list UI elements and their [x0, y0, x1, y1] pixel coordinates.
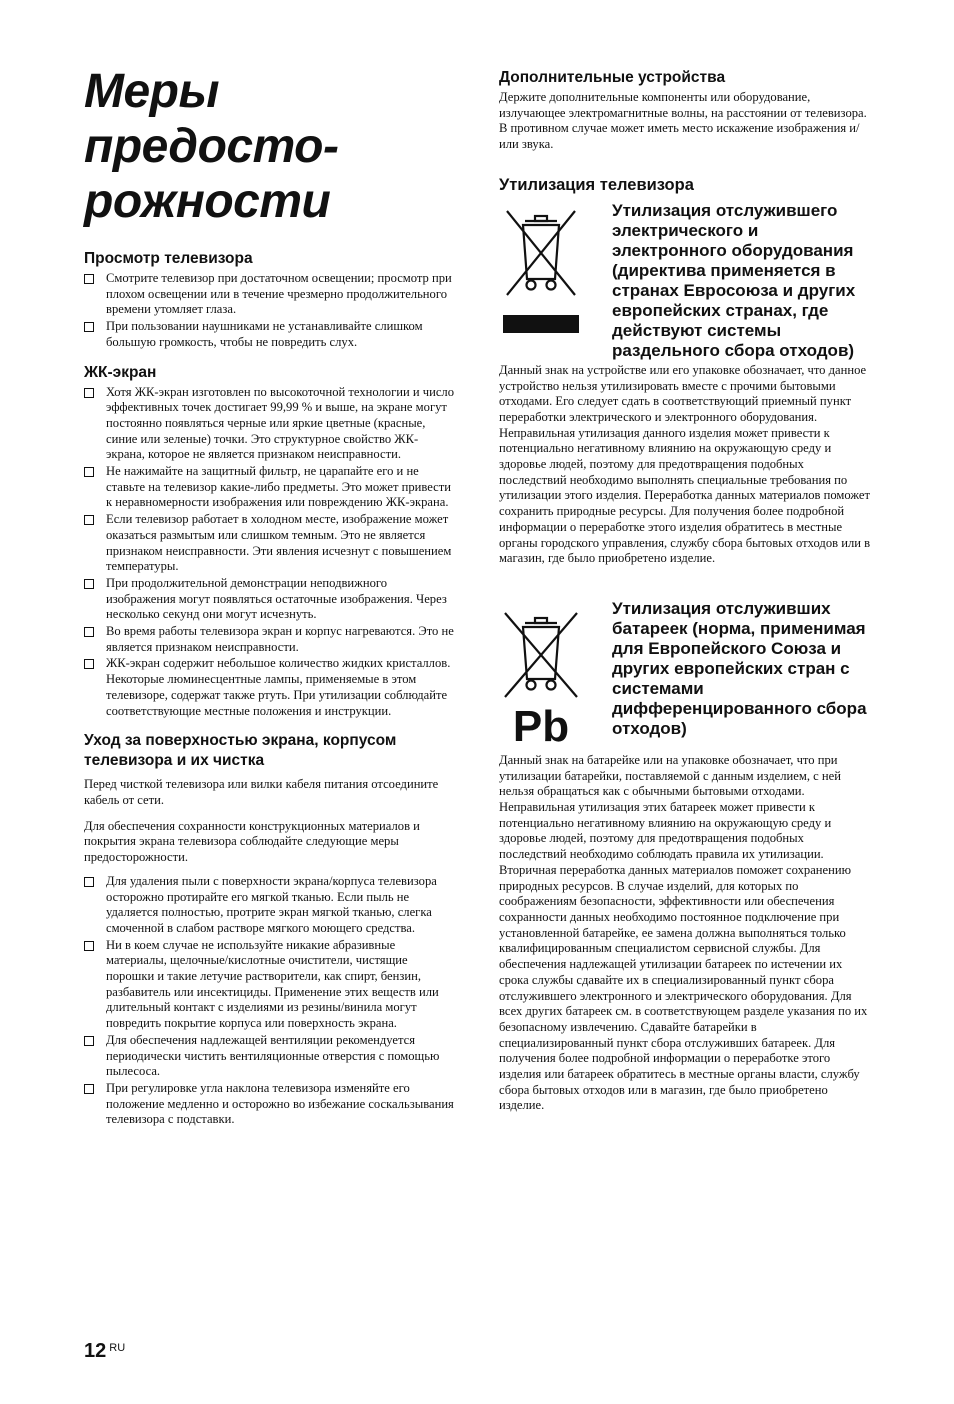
list-item: При продолжительной демонстрации неподвижного изображения могут появляться остаточные изображения. Через несколько секунд они могут исчезнуть.	[84, 576, 456, 623]
bullet-list	[84, 385, 456, 720]
section-lcd	[84, 363, 456, 720]
section-heading: Уход за поверхностью экрана, корпусом телевизора и их чистка	[84, 732, 397, 770]
list-item: При пользовании наушниками не устанавливайте слишком большую громкость, чтобы не повредить слух.	[84, 319, 456, 350]
section-heading: Просмотр телевизора	[84, 250, 253, 267]
page-title-line: рожности	[84, 175, 331, 228]
checkbox-square-icon	[84, 274, 94, 284]
bullet-list	[84, 874, 456, 1128]
page-number: 12 $^{RU}$	[84, 1340, 126, 1362]
checkbox-square-icon	[84, 941, 94, 951]
checkbox-square-icon	[84, 579, 94, 589]
battery-symbol	[499, 599, 599, 751]
list-item: Смотрите телевизор при достаточном освещении; просмотр при плохом освещении или в течение чрезмерно продолжительного времени утомляет глаза.	[84, 271, 456, 318]
paragraph: Для обеспечения сохранности конструкционных материалов и покрытия экрана телевизора соблюдайте следующие меры предосторожности.	[84, 818, 420, 865]
paragraph: Держите дополнительные компоненты или оборудование, излучающее электромагнитные волны, на расстоянии от телевизора. В противном случае может иметь место искажение изображения и/или звука.	[499, 90, 867, 152]
paragraph: Данный знак на батарейке или на упаковке обозначает, что при утилизации батарейки, поставляемой с данным изделием, с ней нельзя обращаться как с обычными бытовыми отходами. Неправильная утилизация этих батареек может привести к потенциально негативному влиянию на окружающую среду и здоровье людей, поэтому для предотвращения подобных последствий необходимо соблюдать правила их утилизации. Вторичная переработка данных материалов поможет сохранению природных ресурсов. В случае изделий, для которых по соображениям безопасности, эффективности или обеспечения сохранности данных необходимо постоянное подключение при установленной батарейке, ее замена должна выполняться только квалифицированным специалистом сервисной службы. Для обеспечения надлежащей утилизации батареек по истечении их срока службы сдавайте их в специализированный пункт сбора отслужившего электронного и электрического оборудования. Для всех других батареек см. в соответствующем разделе указания по их безопасному извлечению. Сдавайте батарейки в специализированный пункт сбора отслуживших батареек. Для получения более подробной информации о переработке этого изделия или батареек обратитесь в местные органы власти, службу сбора бытовых отходов или в магазин, где было приобретено изделие.	[499, 752, 868, 1113]
left-column	[84, 64, 456, 1140]
weee-block	[499, 201, 871, 361]
checkbox-square-icon	[84, 1084, 94, 1094]
list-item: Если телевизор работает в холодном месте, изображение может оказаться размытым или слишком темным. Это не является признаком неисправности. Эти явления исчезнут с повышением температуры.	[84, 512, 456, 575]
checkbox-square-icon	[84, 515, 94, 525]
section-heading: Утилизация телевизора	[499, 175, 694, 194]
section-heading: Дополнительные устройства	[499, 69, 726, 86]
paragraph: Данный знак на устройстве или его упаковке обозначает, что данное устройство нельзя утилизировать вместе с прочими бытовыми отходами. Его следует сдать в соответствующий приемный пункт переработки электрического и электронного оборудования. Неправильная утилизация данного изделия может привести к потенциально негативному влиянию на окружающую среду и здоровье людей, поэтому для предотвращения подобных последствий необходимо выполнять специальные требования по утилизации этого изделия. Переработка данных материалов поможет сохранить природные ресурсы. Для получения более подробной информации о переработке этого изделия обратитесь в местные органы городского управления, службу сбора бытовых отходов или в магазин, где было приобретено изделие.	[499, 362, 871, 566]
list-item: Ни в коем случае не используйте никакие абразивные материалы, щелочные/кислотные очистители, чистящие порошки и такие летучие растворители, как спирт, бензин, разбавитель или инсектициды. Применение этих веществ или длительный контакт с изделиями из резины/винила могут повредить покрытие корпуса или поверхность экрана.	[84, 938, 456, 1032]
list-item: Для удаления пыли с поверхности экрана/корпуса телевизора осторожно протирайте его мягкой тканью. Если пыль не удаляется полностью, протрите экран мягкой тканью, слегка смоченной в слабом растворе мягкого моющего средства.	[84, 874, 456, 937]
bullet-list	[84, 271, 456, 351]
list-item: ЖК-экран содержит небольшое количество жидких кристаллов. Некоторые люминесцентные лампы, применяемые в этом телевизоре, содержат также ртуть. При утилизации соблюдайте соответствующие местные положения и инструкции.	[84, 656, 456, 719]
battery-block	[499, 599, 871, 751]
locale-label: RU	[109, 1342, 126, 1354]
list-item: Не нажимайте на защитный фильтр, не царапайте его и не ставьте на телевизор какие-либо предметы. Это может привести к неравномерности изображения или повреждению ЖК-экрана.	[84, 464, 456, 511]
battery-heading-wrap	[599, 599, 871, 739]
checkbox-square-icon	[84, 322, 94, 332]
checkbox-square-icon	[84, 467, 94, 477]
crossed-out-wheelie-bin-icon	[499, 207, 583, 337]
page-title-line: Меры	[84, 65, 219, 118]
page-title-line: предосто-	[84, 120, 339, 173]
list-item: Хотя ЖК-экран изготовлен по высокоточной технологии и число эффективных точек достигает 99,99 % и выше, на экране могут постоянно появляться черные или яркие цветные (красные, синие или зеленые) точки. Это структурное свойство ЖК-экрана, которое не является признаком неисправности.	[84, 385, 456, 464]
page-title	[84, 64, 456, 229]
checkbox-square-icon	[84, 659, 94, 669]
right-column	[499, 68, 871, 1124]
list-item: Для обеспечения надлежащей вентиляции рекомендуется периодически чистить вентиляционные отверстия с помощью пылесоса.	[84, 1033, 456, 1080]
weee-symbol	[499, 201, 599, 337]
crossed-out-bin-pb-icon	[499, 611, 583, 751]
weee-heading-wrap	[599, 201, 871, 361]
section-viewing	[84, 249, 456, 351]
pb-label: Pb	[512, 701, 570, 751]
paragraph: Перед чисткой телевизора или вилки кабеля питания отсоедините кабель от сети.	[84, 777, 439, 807]
section-accessories	[499, 68, 871, 153]
checkbox-square-icon	[84, 388, 94, 398]
weee-heading: Утилизация отслужившего электрического и электронного оборудования (директива применяется в странах Евросоюза и других европейских странах, где действуют системы раздельного сбора отходов)	[612, 200, 856, 360]
list-item: Во время работы телевизора экран и корпус нагреваются. Это не является признаком неисправности.	[84, 624, 456, 655]
section-heading: ЖК-экран	[84, 363, 157, 381]
list-item: При регулировке угла наклона телевизора изменяйте его положение медленно и осторожно во избежание соскальзывания телевизора с подставки.	[84, 1081, 456, 1128]
section-care	[84, 731, 456, 1128]
checkbox-square-icon	[84, 627, 94, 637]
section-disposal	[499, 175, 871, 1114]
checkbox-square-icon	[84, 1036, 94, 1046]
checkbox-square-icon	[84, 877, 94, 887]
battery-heading: Утилизация отслуживших батареек (норма, применимая для Европейского Союза и других европейских стран с системами дифференцированного сбора отходов)	[612, 598, 867, 738]
